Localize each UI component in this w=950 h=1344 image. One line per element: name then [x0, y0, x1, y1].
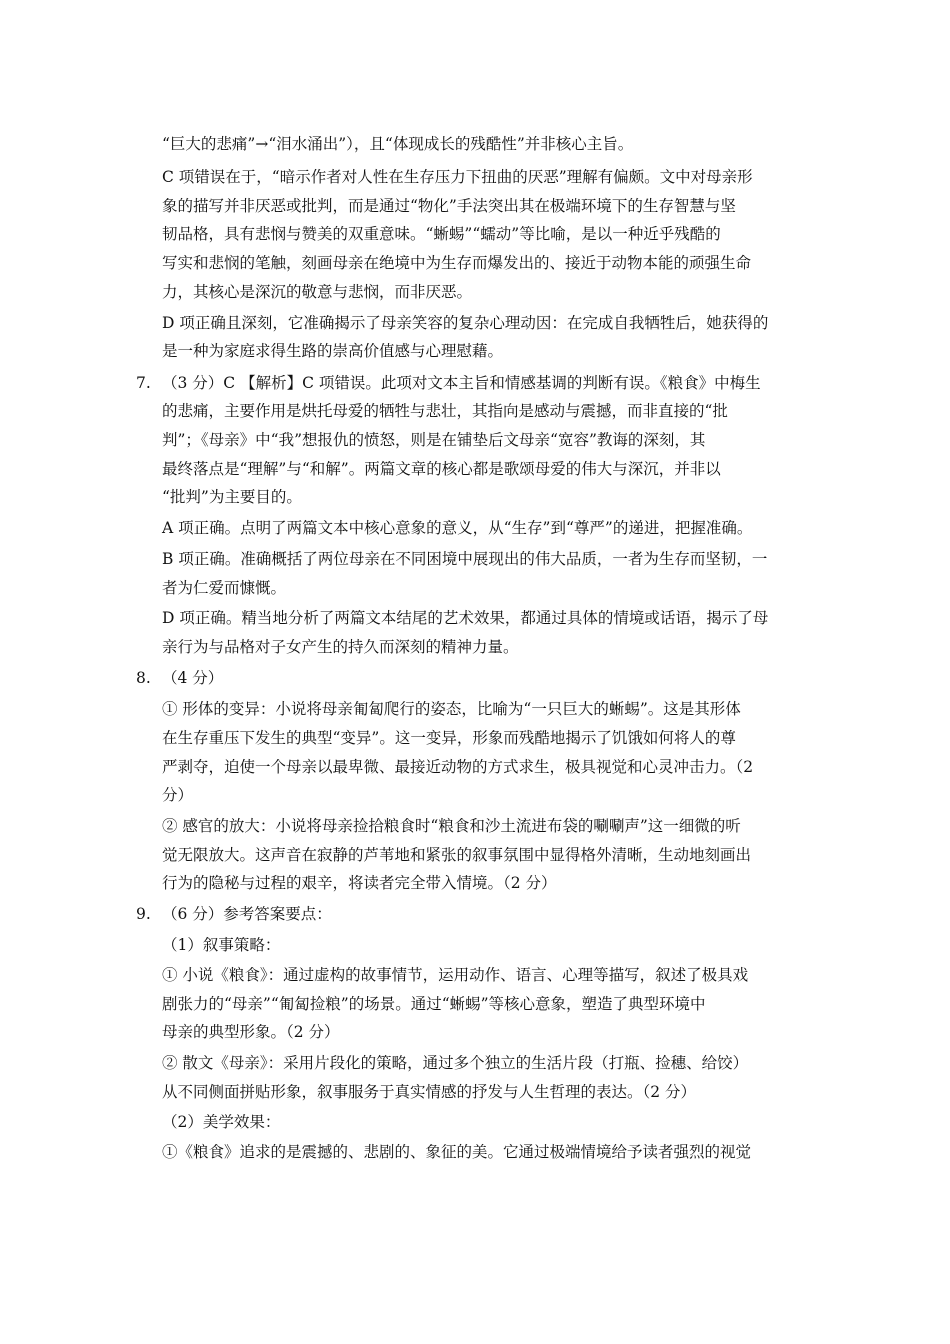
q7-d-line: 亲行为与品格对子女产生的持久而深刻的精神力量。 [162, 638, 519, 656]
q7-line: 最终落点是“理解”与“和解”。两篇文章的核心都是歌颂母爱的伟大与深沉，并非以 [162, 460, 721, 478]
q9-number: 9. [136, 905, 151, 923]
q9-part1-p1-line: 剧张力的“母亲”“匍匐捡粮”的场景。通过“蜥蜴”等核心意象，塑造了典型环境中 [162, 995, 706, 1013]
q6-c-line: 韧品格，具有悲悯与赞美的双重意味。“蜥蜴”“蠕动”等比喻，是以一种近乎残酷的 [162, 225, 721, 243]
q7-line: 判”；《母亲》中“我”想报仇的愤怒，则是在铺垫后文母亲“宽容”教诲的深刻，其 [162, 431, 706, 449]
q6-d-line: D 项正确且深刻，它准确揭示了母亲笑容的复杂心理动因：在完成自我牺牲后，她获得的 [162, 314, 769, 332]
q7-a-line: A 项正确。点明了两篇文本中核心意象的意义，从“生存”到“尊严”的递进，把握准确。 [162, 519, 753, 537]
q9-part1-p2-line: ② 散文《母亲》：采用片段化的策略，通过多个独立的生活片段（打瓶、捡穗、给饺） [162, 1054, 749, 1072]
q8-point1-line: 严剥夺，迫使一个母亲以最卑微、最接近动物的方式求生，极具视觉和心灵冲击力。（2 [162, 758, 754, 776]
q6-c-line: C 项错误在于，“暗示作者对人性在生存压力下扭曲的厌恶”理解有偏颇。文中对母亲形 [162, 168, 753, 186]
q9-part1-p1-line: 母亲的典型形象。（2 分） [162, 1023, 340, 1041]
q9-part1-p2-line: 从不同侧面拼贴形象，叙事服务于真实情感的抒发与人生哲理的表达。（2 分） [162, 1083, 697, 1101]
q8-point1-line: 在生存重压下发生的典型“变异”。这一变异，形象而残酷地揭示了饥饿如何将人的尊 [162, 729, 736, 747]
q7-b-line: B 项正确。准确概括了两位母亲在不同困境中展现出的伟大品质，一者为生存而坚韧，一 [162, 550, 768, 568]
q9-part1-p1-line: ① 小说《粮食》：通过虚构的故事情节，运用动作、语言、心理等描写，叙述了极具戏 [162, 966, 749, 984]
q7-line: 的悲痛，主要作用是烘托母爱的牺牲与悲壮，其指向是感动与震撼，而非直接的“批 [162, 402, 728, 420]
q9-part1-title: （1）叙事策略： [162, 936, 281, 954]
q8-point2-line: ② 感官的放大：小说将母亲捡拾粮食时“粮食和沙土流进布袋的唰唰声”这一细微的听 [162, 817, 741, 835]
q6-c-line: 写实和悲悯的笔触，刻画母亲在绝境中为生存而爆发出的、接近于动物本能的顽强生命 [162, 254, 752, 272]
q8-point1-line: 分） [162, 786, 194, 804]
q9-part2-title: （2）美学效果： [162, 1113, 281, 1131]
q8-point1-line: ① 形体的变异：小说将母亲匍匐爬行的姿态，比喻为“一只巨大的蜥蜴”。这是其形体 [162, 700, 741, 718]
q7-b-line: 者为仁爱而慷慨。 [162, 579, 287, 597]
q8-point2-line: 觉无限放大。这声音在寂静的芦苇地和紧张的叙事氛围中显得格外清晰，生动地刻画出 [162, 846, 752, 864]
q8-number: 8. [136, 669, 151, 687]
q8-header: （4 分） [162, 669, 224, 687]
q7-line: （3 分）C 【解析】C 项错误。此项对文本主旨和情感基调的判断有误。《粮食》中梅生 [162, 374, 761, 392]
q9-header: （6 分）参考答案要点： [162, 905, 332, 923]
q7-d-line: D 项正确。精当地分析了两篇文本结尾的艺术效果，都通过具体的情境或话语，揭示了母 [162, 609, 769, 627]
q9-part2-p1-line: ①《粮食》追求的是震撼的、悲剧的、象征的美。它通过极端情境给予读者强烈的视觉 [162, 1143, 752, 1161]
q6-c-line: 力，其核心是深沉的敬意与悲悯，而非厌恶。 [162, 283, 473, 301]
continuation-line: “巨大的悲痛”→“泪水涌出”），且“体现成长的残酷性”并非核心主旨。 [162, 135, 634, 153]
q8-point2-line: 行为的隐秘与过程的艰辛，将读者完全带入情境。（2 分） [162, 874, 557, 892]
q6-c-line: 象的描写并非厌恶或批判，而是通过“物化”手法突出其在极端环境下的生存智慧与坚 [162, 197, 736, 215]
q7-line: “批判”为主要目的。 [162, 488, 302, 506]
q7-number: 7. [136, 374, 151, 392]
q6-d-line: 是一种为家庭求得生路的崇高价值感与心理慰藉。 [162, 342, 504, 360]
